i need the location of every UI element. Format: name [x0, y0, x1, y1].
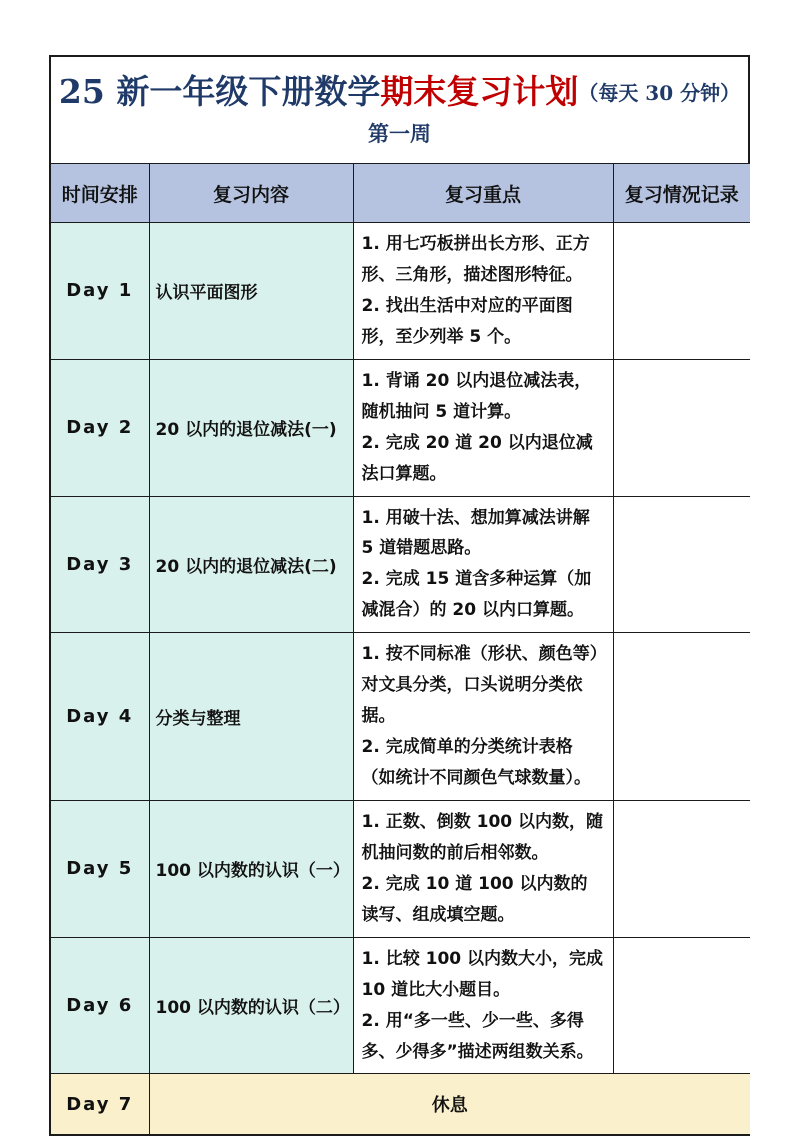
point-line: 1. 按不同标准（形状、颜色等）对文具分类，口头说明分类依据。 [361, 644, 599, 727]
table-row [51, 800, 750, 937]
day-cell: Day 3 [51, 496, 149, 633]
day-cell: Day 5 [51, 800, 149, 937]
point-line: 2. 完成简单的分类统计表格（如统计不同颜色气球数量）。 [361, 737, 591, 788]
review-plan-table [51, 163, 750, 1134]
point-line: 1. 背诵 20 以内退位减法表，随机抽问 5 道计算。 [361, 370, 592, 422]
record-cell [613, 359, 750, 496]
table-header-row [51, 164, 750, 223]
content-cell: 分类与整理 [149, 633, 353, 801]
page-title [58, 71, 741, 111]
header-content: 复习内容 [149, 164, 353, 223]
plan-table-body [51, 223, 750, 1074]
content-cell: 100 以内数的认识（一） [149, 800, 353, 937]
point-line: 1. 用七巧板拼出长方形、正方形、三角形，描述图形特征。 [361, 234, 590, 285]
record-cell [613, 633, 750, 801]
header-key-points: 复习重点 [353, 164, 613, 223]
day-cell: Day 1 [51, 223, 149, 360]
point-line: 1. 比较 100 以内数大小，完成 10 道比大小题目。 [361, 948, 604, 1000]
record-cell [613, 937, 750, 1074]
point-line: 2. 完成 10 道 100 以内数的读写、组成填空题。 [361, 873, 588, 925]
point-line: 2. 用“多一些、少一些、多得多、少得多”描述两组数关系。 [361, 1010, 594, 1062]
table-row [51, 633, 750, 801]
table-row [51, 496, 750, 633]
point-line: 1. 正数、倒数 100 以内数，随机抽问数的前后相邻数。 [361, 811, 604, 863]
points-cell [353, 223, 613, 360]
review-plan-sheet [49, 55, 750, 1136]
table-row [51, 223, 750, 360]
points-cell [353, 496, 613, 633]
day-cell: Day 6 [51, 937, 149, 1074]
points-cell [353, 800, 613, 937]
record-cell [613, 800, 750, 937]
record-cell [613, 496, 750, 633]
content-cell: 20 以内的退位减法(二) [149, 496, 353, 633]
table-row [51, 359, 750, 496]
day-cell: Day 4 [51, 633, 149, 801]
points-cell [353, 633, 613, 801]
point-line: 2. 找出生活中对应的平面图形，至少列举 5 个。 [361, 295, 573, 347]
week-subtitle: 第一周 [368, 120, 431, 146]
content-cell: 认识平面图形 [149, 223, 353, 360]
title-duration-note: （每天 30 分钟） [578, 80, 741, 105]
points-cell [353, 937, 613, 1074]
table-row [51, 937, 750, 1074]
points-cell [353, 359, 613, 496]
point-line: 2. 完成 15 道含多种运算（加减混合）的 20 以内口算题。 [361, 569, 592, 621]
content-cell: 20 以内的退位减法(一) [149, 359, 353, 496]
title-plan-part: 期末复习计划 [380, 71, 579, 111]
rest-row [51, 1074, 750, 1134]
title-course-part: 25 新一年级下册数学 [58, 71, 381, 111]
header-record: 复习情况记录 [613, 164, 750, 223]
point-line: 1. 用破十法、想加算减法讲解 5 道错题思路。 [361, 507, 590, 559]
rest-day-cell: Day 7 [51, 1074, 149, 1134]
title-block [51, 57, 748, 163]
rest-label-cell: 休息 [149, 1074, 750, 1134]
header-time: 时间安排 [51, 164, 149, 223]
record-cell [613, 223, 750, 360]
day-cell: Day 2 [51, 359, 149, 496]
point-line: 2. 完成 20 道 20 以内退位减法口算题。 [361, 432, 593, 484]
content-cell: 100 以内数的认识（二） [149, 937, 353, 1074]
